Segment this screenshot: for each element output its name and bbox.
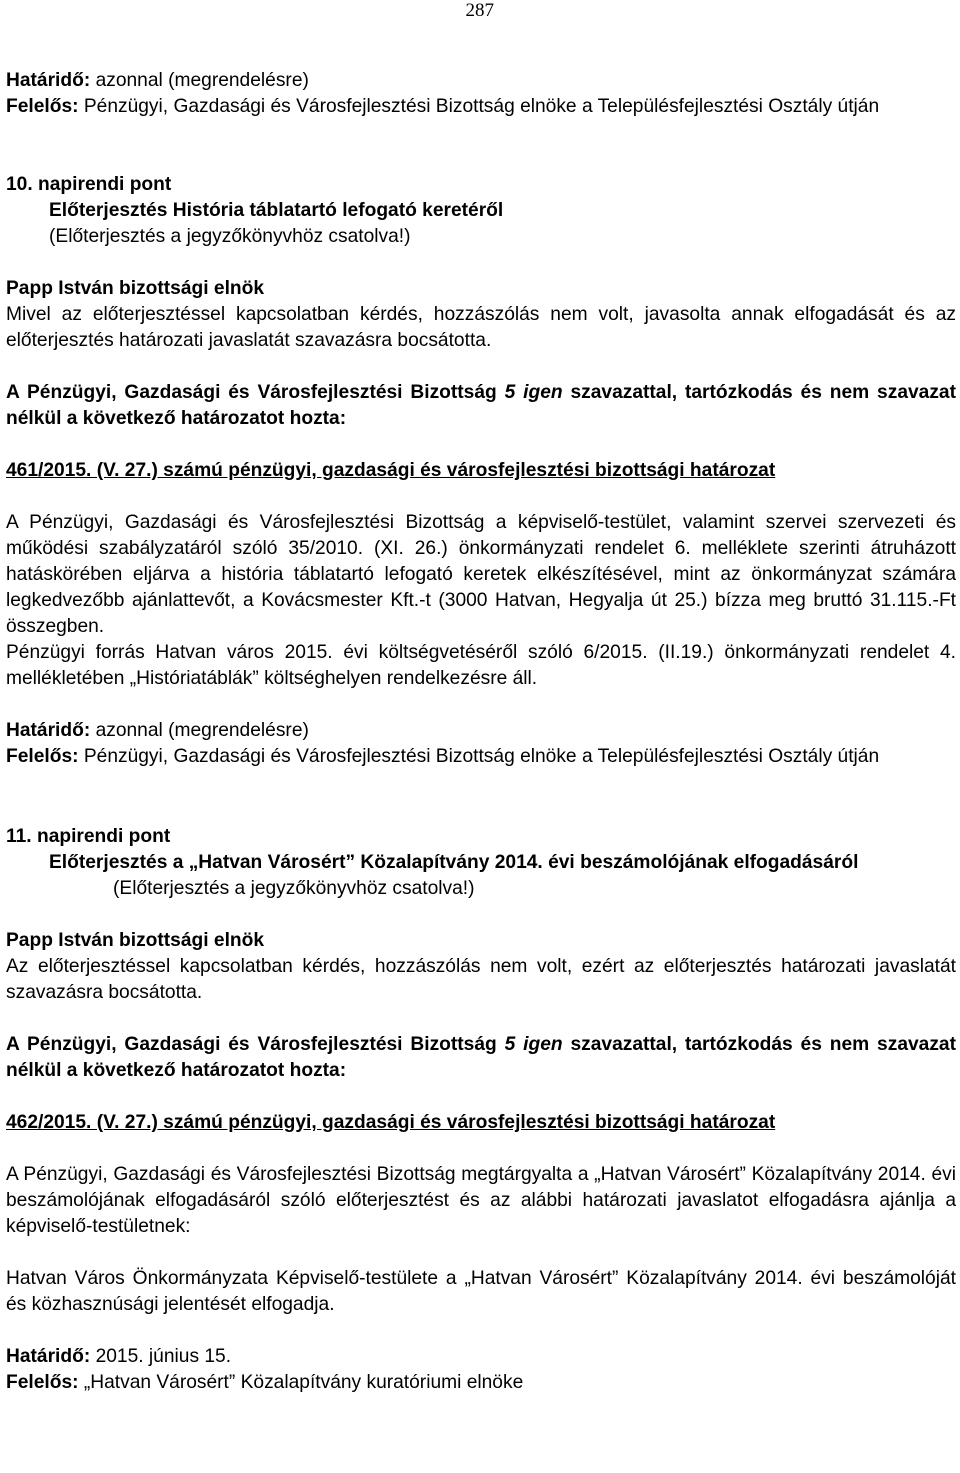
agenda-item-heading: napirendi pont (36, 826, 171, 847)
deadline-line (6, 718, 956, 744)
deadline-text: azonnal (megrendelésre) (95, 70, 309, 91)
resolution-number: 461/2015. (V. 27.) számú pénzügyi, gazdasági és városfejlesztési bizottsági határozat (6, 460, 776, 481)
agenda-item-10-heading (6, 172, 956, 198)
proposal-text: Hatvan Város Önkormányzata Képviselő-testülete a „Hatvan Városért” Közalapítvány 2014. évi beszámolóját és közhasznúsági jelentését elfogadja. (6, 1268, 956, 1315)
deadline-line (6, 68, 956, 94)
deadline-label: Határidő: (6, 720, 91, 741)
funding-text: Pénzügyi forrás Hatvan város 2015. évi költségvetéséről szóló 6/2015. (II.19.) önkormányzati rendelet 4. mellékletében „Históriatáblák” költséghelyen rendelkezésre áll. (6, 642, 956, 689)
document-body (6, 68, 956, 1396)
responsible-line (6, 94, 956, 120)
responsible-text: Pénzügyi, Gazdasági és Városfejlesztési Bizottság elnöke a Településfejlesztési Osztály útján (83, 96, 880, 117)
attachment-note: (Előterjesztés a jegyzőkönyvhöz csatolva!) (113, 878, 475, 899)
agenda-item-heading: napirendi pont (38, 174, 172, 195)
responsible-label: Felelős: (6, 96, 79, 117)
resolution-number: 462/2015. (V. 27.) számú pénzügyi, gazdasági és városfejlesztési bizottsági határozat (6, 1112, 776, 1133)
responsible-line (6, 744, 956, 770)
responsible-label: Felelős: (6, 1372, 79, 1393)
agenda-item-subject: Előterjesztés História táblatartó lefogató keretéről (49, 200, 504, 221)
responsible-text: „Hatvan Városért” Közalapítvány kuratóriumi elnöke (83, 1372, 524, 1393)
resolution-text: A Pénzügyi, Gazdasági és Városfejlesztési Bizottság megtárgyalta a „Hatvan Városért” Közalapítvány 2014. évi beszámolójának elfogadásáról szóló előterjesztést és az alábbi határozati javaslatot elfogadásra ajánlja a képviselő-testületnek: (6, 1164, 956, 1237)
vote-statement (6, 1032, 956, 1084)
speaker-name: Papp István bizottsági elnök (6, 930, 265, 951)
deadline-line (6, 1344, 956, 1370)
responsible-text: Pénzügyi, Gazdasági és Városfejlesztési Bizottság elnöke a Településfejlesztési Osztály útján (83, 746, 880, 767)
deadline-text: 2015. június 15. (95, 1346, 232, 1367)
vote-count: 5 igen (504, 382, 563, 403)
deadline-label: Határidő: (6, 70, 91, 91)
vote-statement (6, 380, 956, 432)
agenda-item-subject: Előterjesztés a „Hatvan Városért” Közalapítvány 2014. évi beszámolójának elfogadásáról (49, 852, 859, 873)
page-number: 287 (465, 0, 494, 21)
vote-post: szavazattal, tartózkodás és nem szavazat nélkül a következő határozatot hozta: (6, 382, 956, 429)
speaker-name: Papp István bizottsági elnök (6, 278, 265, 299)
vote-pre: A Pénzügyi, Gazdasági és Városfejlesztési Bizottság (6, 1034, 497, 1055)
speech-text: Mivel az előterjesztéssel kapcsolatban kérdés, hozzászólás nem volt, javasolta annak elfogadását és az előterjesztés határozati javaslatát szavazásra bocsátotta. (6, 304, 956, 351)
speech-text: Az előterjesztéssel kapcsolatban kérdés, hozzászólás nem volt, ezért az előterjesztés határozati javaslatát szavazásra bocsátotta. (6, 956, 956, 1003)
resolution-text: A Pénzügyi, Gazdasági és Városfejlesztési Bizottság a képviselő-testület, valamint szervei szervezeti és működési szabályzatáról szóló 35/2010. (XI. 26.) önkormányzati rendelet 6. melléklete szerinti átruházott hatáskörében eljárva a história táblatartó lefogató keretek elkészítésével, mint az önkormányzat számára legkedvezőbb ajánlattevőt, a Kovácsmester Kft.-t (3000 Hatvan, Hegyalja út 25.) bízza meg bruttó 31.115.-Ft összegben. (6, 512, 956, 637)
vote-pre: A Pénzügyi, Gazdasági és Városfejlesztési Bizottság (6, 382, 497, 403)
vote-count: 5 igen (504, 1034, 563, 1055)
responsible-line (6, 1370, 956, 1396)
deadline-label: Határidő: (6, 1346, 91, 1367)
agenda-item-number: 11. (6, 826, 32, 847)
responsible-label: Felelős: (6, 746, 79, 767)
attachment-note: (Előterjesztés a jegyzőkönyvhöz csatolva!) (49, 226, 411, 247)
agenda-item-11-heading (6, 824, 956, 850)
vote-post: szavazattal, tartózkodás és nem szavazat nélkül a következő határozatot hozta: (6, 1034, 956, 1081)
agenda-item-number: 10. (6, 174, 33, 195)
deadline-text: azonnal (megrendelésre) (95, 720, 309, 741)
